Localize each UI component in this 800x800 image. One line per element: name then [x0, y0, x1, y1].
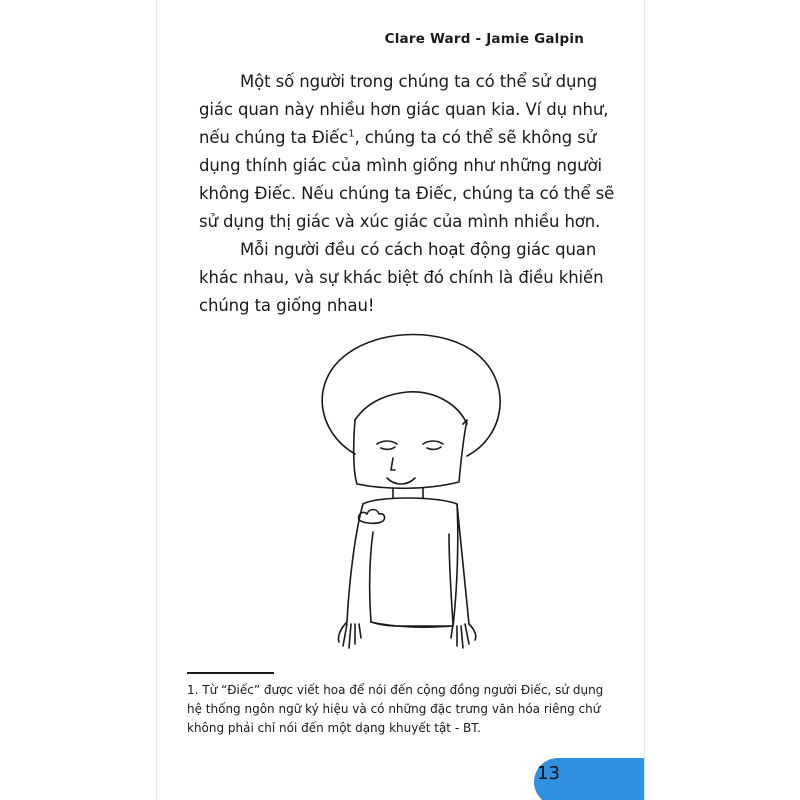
text-line: dụng thính giác của mình giống như những người	[199, 156, 602, 175]
text-line: sử dụng thị giác và xúc giác của mình nhiều hơn.	[199, 212, 601, 231]
right-hand	[451, 624, 476, 648]
text-line: khác nhau, và sự khác biệt đó chính là điều khiến	[199, 268, 604, 287]
footnote-line: không phải chỉ nói đến một dạng khuyết tật - BT.	[187, 721, 481, 735]
text-fragment: , chúng ta có thể sẽ không sử	[354, 128, 597, 147]
text-line: giác quan này nhiều hơn giác quan kia. Ví dụ như,	[199, 100, 609, 119]
footnote	[187, 681, 627, 738]
text-fragment: nếu chúng ta Điếc	[199, 128, 349, 147]
mouth	[387, 478, 415, 484]
footnote-rule	[187, 672, 274, 674]
text-line: chúng ta giống nhau!	[199, 296, 375, 315]
cloud-badge	[359, 510, 385, 524]
footnote-line: hệ thống ngôn ngữ ký hiệu và có những đặc trưng văn hóa riêng chứ	[187, 702, 601, 716]
page-number: 13	[537, 763, 560, 784]
footnote-line: 1. Từ “Điếc” được viết hoa để nói đến cộng đồng người Điếc, sử dụng	[187, 683, 604, 697]
left-eye-lower	[381, 447, 395, 449]
face-top	[355, 392, 467, 424]
text-line: Một số người trong chúng ta có thể sử dụng	[240, 72, 598, 91]
neck	[393, 488, 423, 498]
text-line: Mỗi người đều có cách hoạt động giác quan	[240, 240, 597, 259]
left-arm-inner	[370, 532, 373, 622]
text-line-with-footnote	[199, 124, 597, 152]
right-eye-lower	[427, 447, 441, 449]
left-eye	[377, 441, 397, 444]
footnote-marker[interactable]: 1	[348, 128, 355, 140]
right-arm-inner	[449, 534, 453, 624]
hair	[322, 335, 500, 457]
paragraph-1	[199, 68, 615, 236]
face	[354, 420, 467, 488]
right-eye	[423, 441, 443, 444]
book-page	[156, 0, 645, 800]
child-illustration	[307, 332, 507, 662]
hem	[371, 622, 453, 627]
paragraph-2	[199, 236, 604, 320]
left-hand	[338, 622, 361, 648]
running-header: Clare Ward - Jamie Galpin	[384, 31, 584, 47]
torso	[363, 498, 458, 626]
nose	[391, 458, 395, 470]
right-arm	[457, 504, 469, 624]
text-line: không Điếc. Nếu chúng ta Điếc, chúng ta có thể sẽ	[199, 184, 615, 203]
